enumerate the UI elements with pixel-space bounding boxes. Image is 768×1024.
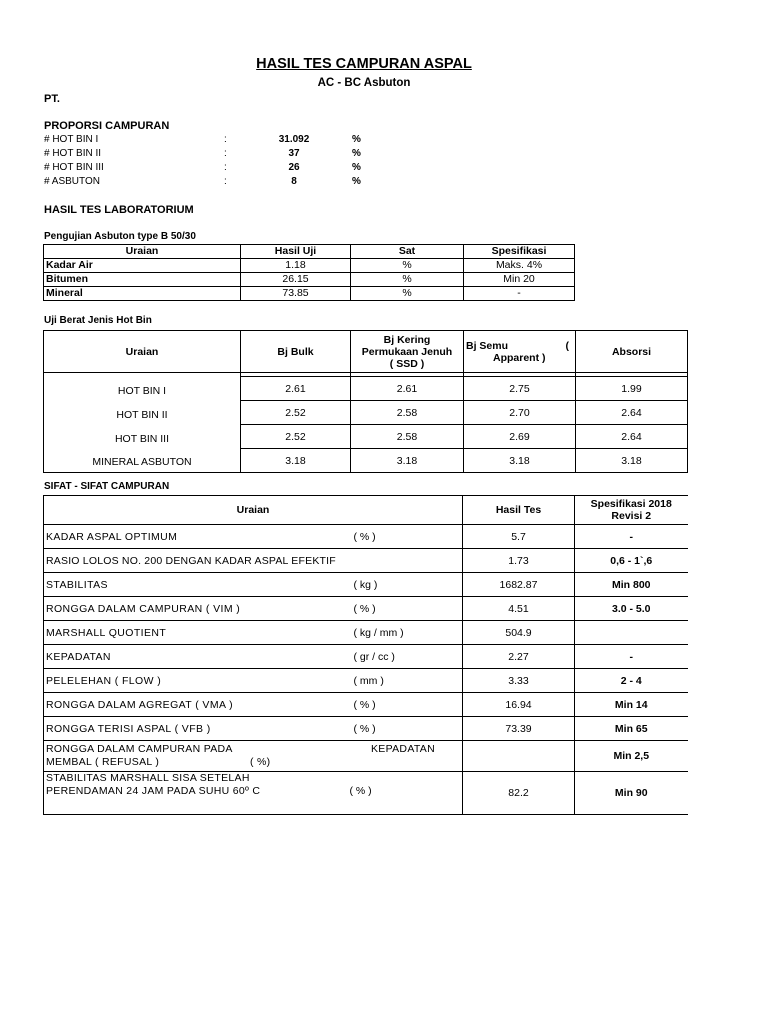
table-cell: 2.69	[464, 425, 576, 449]
table-cell: PELELEHAN ( FLOW )	[44, 669, 350, 693]
table-cell: 2.61	[351, 377, 464, 401]
table-header-row	[44, 245, 575, 259]
table-cell: 4.51	[463, 597, 575, 621]
table-cell: ( mm )	[350, 669, 463, 693]
proporsi-sep: :	[224, 162, 227, 173]
table-header-row	[44, 331, 688, 373]
header-paren: (	[565, 339, 569, 352]
document-title: HASIL TES CAMPURAN ASPAL	[256, 56, 472, 72]
berat-jenis-heading: Uji Berat Jenis Hot Bin	[44, 315, 152, 326]
table-cell: 1.73	[463, 549, 575, 573]
table-cell: ( % )	[350, 717, 463, 741]
table-cell: 3.18	[576, 449, 688, 473]
proporsi-heading: PROPORSI CAMPURAN	[44, 120, 170, 132]
table-cell: -	[575, 525, 688, 549]
column-header	[351, 331, 464, 373]
table-cell: 26.15	[241, 273, 351, 287]
column-header: Uraian	[44, 331, 241, 373]
table-cell: 504.9	[463, 621, 575, 645]
table-cell: 2 - 4	[575, 669, 688, 693]
table-row	[44, 741, 688, 772]
table-cell: 0,6 - 1`,6	[575, 549, 688, 573]
header-line: Bj Semu	[466, 339, 509, 352]
table-cell: Min 90	[575, 772, 688, 815]
lab-heading: HASIL TES LABORATORIUM	[44, 204, 194, 216]
table-cell: 73.39	[463, 717, 575, 741]
sisa-line1: STABILITAS MARSHALL SISA SETELAH	[46, 772, 250, 784]
proporsi-unit: %	[352, 162, 361, 173]
table-cell: 2.64	[576, 425, 688, 449]
proporsi-value: 8	[291, 176, 297, 187]
header-line: Permukaan Jenuh	[361, 345, 453, 358]
proporsi-value: 37	[288, 148, 300, 159]
header-line: Revisi 2	[611, 510, 652, 522]
table-cell: -	[575, 645, 688, 669]
table-cell: ( gr / cc )	[350, 645, 463, 669]
table-cell: 2.58	[351, 425, 464, 449]
table-cell: 2.52	[241, 425, 351, 449]
document-subtitle: AC - BC Asbuton	[317, 77, 411, 89]
table-cell: 82.2	[463, 772, 575, 815]
table-cell: 16.94	[463, 693, 575, 717]
table-row	[44, 287, 575, 301]
table-cell: -	[464, 287, 575, 301]
column-header: Hasil Tes	[463, 496, 575, 525]
table-cell: 5.7	[463, 525, 575, 549]
table-cell: 2.58	[351, 401, 464, 425]
table-cell: MINERAL ASBUTON	[44, 449, 241, 473]
table-cell: 1682.87	[463, 573, 575, 597]
table-cell: RONGGA DALAM CAMPURAN ( VIM )	[44, 597, 350, 621]
table-row	[44, 573, 688, 597]
table-row	[44, 717, 688, 741]
proporsi-sep: :	[224, 134, 227, 145]
table-cell: 3.33	[463, 669, 575, 693]
table-cell: MARSHALL QUOTIENT	[44, 621, 350, 645]
table-cell: Min 2,5	[575, 741, 688, 772]
table-cell: ( % )	[350, 597, 463, 621]
table-cell: Maks. 4%	[464, 259, 575, 273]
table-row	[44, 377, 688, 401]
table-row	[44, 449, 688, 473]
refusal-kepadatan: KEPADATAN	[371, 743, 435, 755]
table-cell: 2.64	[576, 401, 688, 425]
header-line: ( SSD )	[389, 357, 425, 370]
table-cell: STABILITAS	[44, 573, 350, 597]
table-cell: Min 800	[575, 573, 688, 597]
table-cell: Min 65	[575, 717, 688, 741]
proporsi-label: # ASBUTON	[44, 176, 100, 187]
table-cell	[463, 741, 575, 772]
sisa-line2: PERENDAMAN 24 JAM PADA SUHU 60º C	[46, 785, 261, 797]
proporsi-label: # HOT BIN I	[44, 134, 99, 145]
table-cell: ( kg / mm )	[350, 621, 463, 645]
table-cell: 2.75	[464, 377, 576, 401]
header-line: Spesifikasi 2018	[590, 498, 672, 510]
table-cell: HOT BIN I	[44, 377, 241, 401]
table-cell: 2.52	[241, 401, 351, 425]
table-cell: ( kg )	[350, 573, 463, 597]
column-header: Uraian	[44, 245, 241, 259]
table-cell: HOT BIN III	[44, 425, 241, 449]
table-row	[44, 401, 688, 425]
table-cell: 1.18	[241, 259, 351, 273]
column-header: Uraian	[44, 496, 463, 525]
table-row	[44, 259, 575, 273]
proporsi-unit: %	[352, 148, 361, 159]
table-cell: Kadar Air	[44, 259, 241, 273]
table-cell: 3.0 - 5.0	[575, 597, 688, 621]
table-row	[44, 645, 688, 669]
table-cell: %	[351, 287, 464, 301]
table-cell: Min 20	[464, 273, 575, 287]
header-line: Apparent )	[493, 351, 546, 364]
table-row	[44, 597, 688, 621]
table-cell: 2.27	[463, 645, 575, 669]
refusal-unit: ( %)	[250, 756, 271, 768]
table-cell: KADAR ASPAL OPTIMUM	[44, 525, 350, 549]
table-cell: 3.18	[241, 449, 351, 473]
proporsi-sep: :	[224, 176, 227, 187]
table-cell: 2.61	[241, 377, 351, 401]
proporsi-sep: :	[224, 148, 227, 159]
sisa-unit: ( % )	[349, 785, 372, 797]
table-header-row	[44, 496, 688, 525]
proporsi-label: # HOT BIN II	[44, 148, 102, 159]
table-cell: ( % )	[350, 693, 463, 717]
table-row	[44, 772, 688, 815]
table-cell: 3.18	[464, 449, 576, 473]
berat-jenis-table	[43, 330, 688, 473]
proporsi-value: 26	[288, 162, 300, 173]
table-cell: RONGGA DALAM AGREGAT ( VMA )	[44, 693, 350, 717]
table-cell: ( % )	[350, 525, 463, 549]
asbuton-table	[43, 244, 575, 301]
proporsi-unit: %	[352, 134, 361, 145]
table-cell: Mineral	[44, 287, 241, 301]
table-cell	[575, 621, 688, 645]
sifat-table	[43, 495, 688, 815]
table-cell	[44, 741, 463, 772]
asbuton-heading: Pengujian Asbuton type B 50/30	[44, 231, 196, 242]
table-row	[44, 669, 688, 693]
sifat-heading: SIFAT - SIFAT CAMPURAN	[44, 481, 170, 492]
column-header: Absorsi	[576, 331, 688, 373]
column-header	[575, 496, 688, 525]
column-header: Sat	[351, 245, 464, 259]
table-cell: %	[351, 259, 464, 273]
refusal-line2: MEMBAL ( REFUSAL )	[46, 756, 160, 768]
column-header	[464, 331, 576, 373]
table-cell: RASIO LOLOS NO. 200 DENGAN KADAR ASPAL EFEKTIF	[44, 549, 463, 573]
proporsi-unit: %	[352, 176, 361, 187]
proporsi-label: # HOT BIN III	[44, 162, 104, 173]
table-cell: 1.99	[576, 377, 688, 401]
table-cell	[44, 772, 350, 815]
column-header: Bj Bulk	[241, 331, 351, 373]
column-header: Spesifikasi	[464, 245, 575, 259]
refusal-line1: RONGGA DALAM CAMPURAN PADA	[46, 743, 233, 755]
table-cell	[350, 772, 463, 815]
table-cell: %	[351, 273, 464, 287]
header-line: Bj Kering	[383, 333, 431, 346]
table-row	[44, 621, 688, 645]
table-cell: 73.85	[241, 287, 351, 301]
table-cell: Min 14	[575, 693, 688, 717]
table-row	[44, 425, 688, 449]
table-cell: 2.70	[464, 401, 576, 425]
table-cell: RONGGA TERISI ASPAL ( VFB )	[44, 717, 350, 741]
column-header: Hasil Uji	[241, 245, 351, 259]
table-row	[44, 273, 575, 287]
table-cell: HOT BIN II	[44, 401, 241, 425]
table-cell: KEPADATAN	[44, 645, 350, 669]
table-row	[44, 525, 688, 549]
table-cell: 3.18	[351, 449, 464, 473]
proporsi-value: 31.092	[278, 134, 310, 145]
table-row	[44, 549, 688, 573]
table-row	[44, 693, 688, 717]
table-cell: Bitumen	[44, 273, 241, 287]
company-label: PT.	[44, 93, 60, 105]
